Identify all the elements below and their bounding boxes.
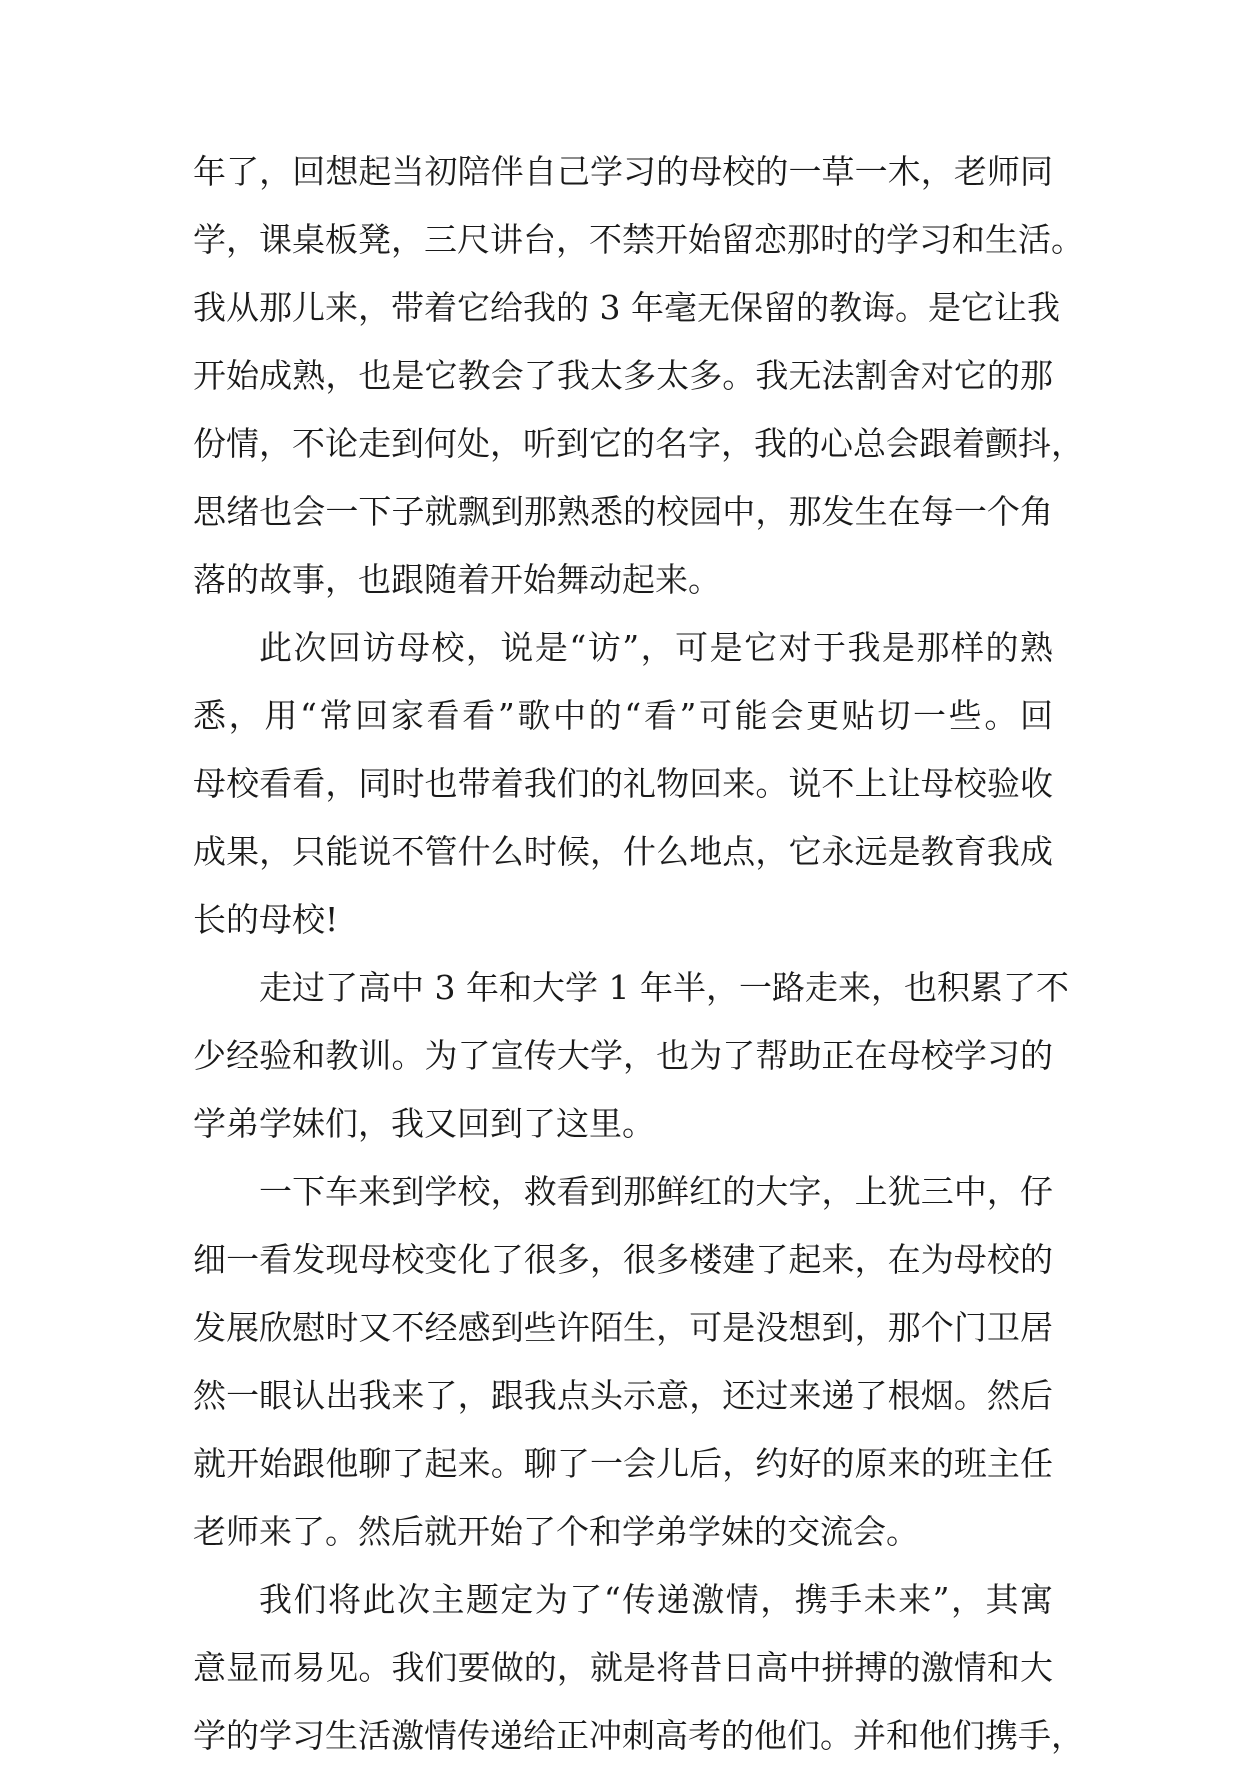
text-line: 母校看看，同时也带着我们的礼物回来。说不上让母校验收 <box>193 764 1053 803</box>
text-line: 成果，只能说不管什么时候，什么地点，它永远是教育我成 <box>193 832 1053 871</box>
text-line: 学，课桌板凳，三尺讲台，不禁开始留恋那时的学习和生活。 <box>193 220 1084 259</box>
text-line: 份情，不论走到何处，听到它的名字，我的心总会跟着颤抖， <box>193 424 1084 463</box>
paragraph <box>193 954 1069 1158</box>
text-line: 学的学习生活激情传递给正冲刺高考的他们。并和他们携手， <box>193 1716 1084 1755</box>
text-line: 悉，用“常回家看看”歌中的“看”可能会更贴切一些。回 <box>193 696 1053 735</box>
text-line: 我们将此次主题定为了“传递激情，携手未来”，其寓 <box>259 1580 1053 1619</box>
text-line: 我从那儿来，带着它给我的 3 年毫无保留的教诲。是它让我 <box>193 288 1060 327</box>
text-line: 细一看发现母校变化了很多，很多楼建了起来，在为母校的 <box>193 1240 1053 1279</box>
body-text <box>193 138 1084 1770</box>
text-line: 长的母校! <box>193 900 339 939</box>
paragraph <box>193 138 1084 614</box>
text-line: 一下车来到学校，救看到那鲜红的大字，上犹三中，仔 <box>259 1172 1053 1211</box>
text-line: 意显而易见。我们要做的，就是将昔日高中拼搏的激情和大 <box>193 1648 1053 1687</box>
text-line: 此次回访母校，说是“访”，可是它对于我是那样的熟 <box>259 628 1053 667</box>
paragraph <box>193 614 1053 954</box>
text-line: 老师来了。然后就开始了个和学弟学妹的交流会。 <box>193 1512 919 1551</box>
text-line: 然一眼认出我来了，跟我点头示意，还过来递了根烟。然后 <box>193 1376 1053 1415</box>
paragraph <box>193 1566 1084 1770</box>
text-line: 发展欣慰时又不经感到些许陌生，可是没想到，那个门卫居 <box>193 1308 1053 1347</box>
text-line: 思绪也会一下子就飘到那熟悉的校园中，那发生在每一个角 <box>193 492 1053 531</box>
text-line: 年了，回想起当初陪伴自己学习的母校的一草一木，老师同 <box>193 152 1053 191</box>
text-line: 开始成熟，也是它教会了我太多太多。我无法割舍对它的那 <box>193 356 1053 395</box>
text-line: 学弟学妹们，我又回到了这里。 <box>193 1104 655 1143</box>
text-line: 少经验和教训。为了宣传大学，也为了帮助正在母校学习的 <box>193 1036 1053 1075</box>
text-line: 就开始跟他聊了起来。聊了一会儿后，约好的原来的班主任 <box>193 1444 1053 1483</box>
text-line: 走过了高中 3 年和大学 1 年半，一路走来，也积累了不 <box>259 968 1069 1007</box>
paragraph <box>193 1158 1053 1566</box>
text-line: 落的故事，也跟随着开始舞动起来。 <box>193 560 721 599</box>
